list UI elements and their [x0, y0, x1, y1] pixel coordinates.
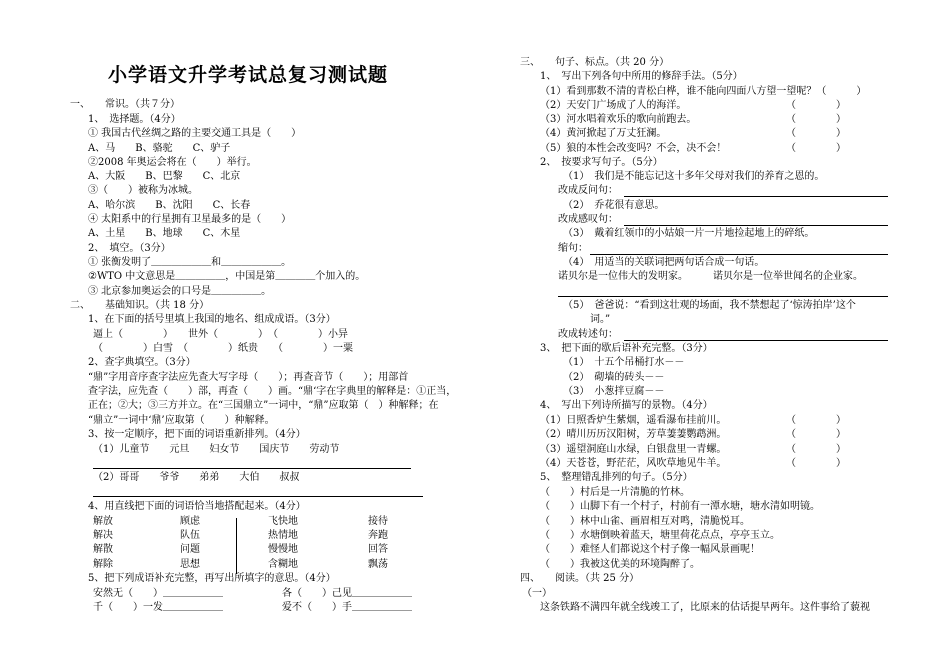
idiom-line: 逼上（ ） 世外（ ） （ ）小异 [93, 329, 348, 340]
idiom-line: （ ）白雪 （ ）纸贵 （ ）一粟 [93, 343, 353, 354]
question-line: 词。” [590, 314, 611, 325]
rewrite-label: 改成感叹句： [558, 214, 618, 225]
section-2-heading: 二、 基础知识。（共 18 分） [70, 300, 210, 311]
question-line: （3） 戴着红领巾的小姑娘一片一片地捡起地上的碎纸。 [563, 228, 815, 239]
answer-line [624, 225, 888, 226]
order-line: （ ）我被这优美的环境陶醉了。 [540, 559, 700, 570]
match-word: 解除 [93, 559, 113, 570]
answer-line [558, 296, 888, 297]
poem-line: （4）天苍苍，野茫茫，风吹草地见牛羊。 [540, 458, 727, 469]
answer-line [93, 496, 423, 497]
question-line: （5） 爸爸说：“看到这壮观的场面，我不禁想起了‘惊涛拍岸’这个 [563, 300, 856, 311]
rewrite-label: 改成反问句： [558, 185, 618, 196]
question-line: （3） 小葱拌豆腐－－ [563, 386, 665, 397]
word-list: （1）儿童节 元旦 妇女节 国庆节 劳动节 [93, 444, 340, 455]
answer-parens: （ ） [786, 128, 846, 139]
match-word: 队伍 [180, 530, 200, 541]
question-line: （3）河水唱着欢乐的歌向前跑去。 [540, 114, 697, 125]
question-heading: 5、把下列成语补充完整，再写出所填字的意思。（4分） [88, 573, 336, 584]
question-line: （1） 十五个吊桶打水－－ [563, 357, 685, 368]
options-line: A、马 B、骆驼 C、驴子 [88, 143, 231, 154]
order-line: （ ）林中山雀、画眉相互对鸣，清脆悦耳。 [540, 516, 750, 527]
match-word: 顾虑 [180, 516, 200, 527]
idiom-fill: 爱不（ ）手＿＿＿＿＿＿ [282, 602, 412, 613]
question-heading: 1、 选择题。（4分） [88, 114, 181, 125]
order-line: （ ）山脚下有一个村子，村前有一潭水塘，塘水清如明镜。 [540, 501, 820, 512]
paragraph-line: “鼎”字用音序查字法应先查大写字母（ ）；再查音节（ ）；用部首 [88, 372, 409, 383]
page-title: 小学语文升学考试总复习测试题 [108, 64, 389, 86]
match-word: 回答 [368, 544, 388, 555]
question-line: （1） 我们是不能忘记这十多年父母对我们的养育之恩的。 [563, 171, 825, 182]
options-line: A、哈尔滨 B、沈阳 C、长春 [88, 200, 251, 211]
match-divider [236, 518, 237, 574]
question-line: ②2008 年奥运会将在（ ）举行。 [88, 157, 257, 168]
question-heading: 2、 填空。（3分） [88, 243, 171, 254]
idiom-fill: 千（ ）一发＿＿＿＿＿＿ [93, 602, 223, 613]
match-word: 热情地 [268, 530, 298, 541]
rewrite-label: 缩句： [558, 243, 588, 254]
paragraph-line: 正在；②大；③三方并立。在“三国鼎立”一词中，“鼎”应取第（ ）种解释；在 [88, 400, 439, 411]
section-3-heading: 三、 句子、标点。（共 20 分） [520, 57, 670, 68]
order-line: （ ）村后是一片清脆的竹林。 [540, 487, 690, 498]
word-list: （2）哥哥 爷爷 弟弟 大伯 叔叔 [93, 472, 300, 483]
answer-parens: （ ） [786, 444, 846, 455]
order-line: （ ）水塘倒映着蓝天，塘里荷花点点，亭亭玉立。 [540, 530, 780, 541]
question-line: 诺贝尔是一位伟大的发明家。 诺贝尔是一位举世闻名的企业家。 [558, 271, 863, 282]
question-line: （1）看到那数不清的青松白桦，谁不能向四面八方望一望呢？（ ） [540, 86, 867, 97]
rewrite-label: 改成转述句： [558, 329, 618, 340]
paragraph-line: 查字法，应先查（ ）部，再查（ ）画。“鼎‘字在字典里的解释是：①正当， [88, 386, 457, 397]
match-word: 解决 [93, 530, 113, 541]
options-line: A、土星 B、地球 C、木星 [88, 228, 241, 239]
paragraph-line: “鼎立”一词中‘鼎’应取第（ ）种解释。 [88, 415, 275, 426]
match-word: 解散 [93, 544, 113, 555]
answer-parens: （ ） [786, 100, 846, 111]
question-heading: 3、 把下面的歇后语补充完整。（3分） [540, 343, 713, 354]
match-word: 接待 [368, 516, 388, 527]
answer-line [624, 340, 888, 341]
question-heading: 4、 写出下列诗所描写的景物。（4分） [540, 400, 713, 411]
poem-line: （2）晴川历历汉阳树，芳草萋萋鹦鹉洲。 [540, 429, 727, 440]
answer-parens: （ ） [786, 415, 846, 426]
idiom-fill: 各（ ）己见＿＿＿＿＿＿ [282, 588, 412, 599]
question-heading: 2、 按要求写句子。（5分） [540, 157, 663, 168]
poem-line: （3）遥望洞庭山水绿，白银盘里一青螺。 [540, 444, 727, 455]
question-heading: 3、按一定顺序，把下面的词语重新排列。（4分） [88, 429, 306, 440]
fill-line: ③ 北京参加奥运会的口号是＿＿＿＿＿。 [88, 286, 272, 297]
match-word: 慢慢地 [268, 544, 298, 555]
fill-line: ②WTO 中文意思是＿＿＿＿＿，中国是第＿＿＿＿个加入的。 [88, 271, 366, 282]
answer-parens: （ ） [786, 114, 846, 125]
question-line: （2） 砌墙的砖头－－ [563, 372, 665, 383]
question-heading: 1、在下面的括号里填上我国的地名、组成成语。（3分） [88, 314, 336, 325]
match-word: 解放 [93, 516, 113, 527]
question-heading: 4、用直线把下面的词语恰当地搭配起来。（4分） [88, 501, 306, 512]
section-1-heading: 一、 常识。（共７分） [70, 99, 180, 110]
match-word: 飘荡 [368, 559, 388, 570]
question-line: ④ 太阳系中的行星拥有卫星最多的是（ ） [88, 214, 292, 225]
options-line: A、大阪 B、巴黎 C、北京 [88, 171, 241, 182]
section-4-heading: 四、 阅读。（共 25 分） [520, 573, 640, 584]
question-line: （2） 乔花很有意思。 [563, 200, 665, 211]
answer-parens: （ ） [786, 458, 846, 469]
answer-line [590, 254, 888, 255]
question-heading: 5、 整理错乱排列的句子。（5分） [540, 472, 693, 483]
idiom-fill: 安然无（ ）＿＿＿＿＿＿ [93, 588, 223, 599]
question-heading: 2、查字典填空。（3分） [88, 357, 196, 368]
answer-line [93, 468, 411, 469]
question-line: （4）黄河掀起了万丈狂澜。 [540, 128, 667, 139]
match-word: 飞快地 [268, 516, 298, 527]
answer-parens: （ ） [786, 429, 846, 440]
match-word: 思想 [180, 559, 200, 570]
answer-line [624, 196, 888, 197]
match-word: 奔跑 [368, 530, 388, 541]
question-line: （4） 用适当的关联词把两句话合成一句话。 [563, 257, 765, 268]
answer-parens: （ ） [786, 143, 846, 154]
question-line: ① 我国古代丝绸之路的主要交通工具是（ ） [88, 128, 302, 139]
question-heading: 1、 写出下列各句中所用的修辞手法。（5分） [540, 71, 743, 82]
subsection-label: （一） [522, 588, 552, 599]
question-line: （5）狼的本性会改变吗？不会，决不会！ [540, 143, 727, 154]
poem-line: （1）日照香炉生紫烟，遥看瀑布挂前川。 [540, 415, 727, 426]
paragraph-line: 这条铁路不满四年就全线竣工了，比原来的估话提早两年。这件事给了藐视 [540, 602, 870, 613]
order-line: （ ）难怪人们都说这个村子像一幅风景画呢！ [540, 544, 760, 555]
question-line: ③（ ）被称为冰城。 [88, 185, 198, 196]
fill-line: ① 张衡发明了＿＿＿＿＿＿和＿＿＿＿＿＿。 [88, 257, 292, 268]
match-word: 问题 [180, 544, 200, 555]
match-word: 含糊地 [268, 559, 298, 570]
question-line: （2）天安门广场成了人的海洋。 [540, 100, 687, 111]
